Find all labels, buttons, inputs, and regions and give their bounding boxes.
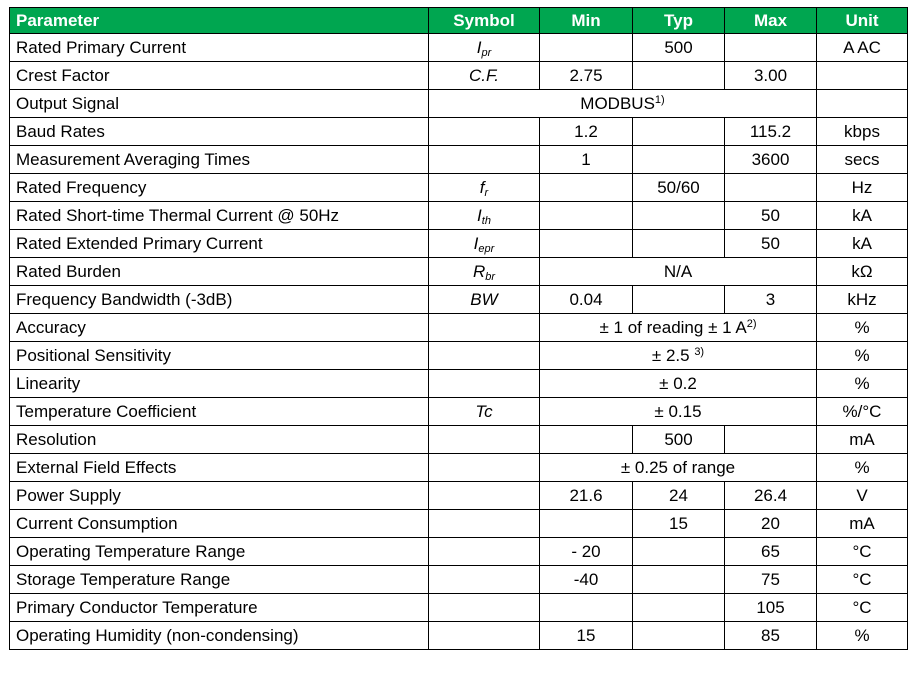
parameter-cell: Operating Humidity (non-condensing) — [10, 622, 429, 650]
table-row — [10, 426, 908, 454]
symbol-subscript: r — [484, 187, 489, 199]
parameter-cell: Operating Temperature Range — [10, 538, 429, 566]
table-row — [10, 314, 908, 342]
parameter-cell: Current Consumption — [10, 510, 429, 538]
table-row — [10, 398, 908, 426]
value-span-cell — [540, 314, 817, 342]
max-cell: 115.2 — [725, 118, 817, 146]
symbol-base: R — [472, 262, 486, 281]
symbol-cell — [429, 482, 540, 510]
symbol-subscript: pr — [481, 47, 492, 59]
parameter-cell: Primary Conductor Temperature — [10, 594, 429, 622]
header-min: Min — [540, 8, 633, 34]
table-row — [10, 454, 908, 482]
span-value: ± 1 of reading ± 1 A — [599, 318, 747, 337]
min-cell — [540, 34, 633, 62]
unit-cell: %/°C — [817, 398, 908, 426]
table-row — [10, 370, 908, 398]
unit-cell: mA — [817, 510, 908, 538]
symbol-cell — [429, 34, 540, 62]
unit-cell: A AC — [817, 34, 908, 62]
max-cell: 65 — [725, 538, 817, 566]
table-row — [10, 510, 908, 538]
symbol-cell — [429, 370, 540, 398]
min-cell: 2.75 — [540, 62, 633, 90]
max-cell: 3 — [725, 286, 817, 314]
parameter-cell: Rated Frequency — [10, 174, 429, 202]
parameter-cell: Rated Primary Current — [10, 34, 429, 62]
table-row — [10, 118, 908, 146]
unit-cell: kΩ — [817, 258, 908, 286]
footnote-ref: 1) — [654, 94, 665, 106]
unit-cell: % — [817, 314, 908, 342]
value-span-cell: ± 0.25 of range — [540, 454, 817, 482]
max-cell: 50 — [725, 230, 817, 258]
typ-cell: 15 — [633, 510, 725, 538]
unit-cell: °C — [817, 538, 908, 566]
table-row — [10, 90, 908, 118]
symbol-cell — [429, 146, 540, 174]
unit-cell: mA — [817, 426, 908, 454]
min-cell: 0.04 — [540, 286, 633, 314]
symbol-cell — [429, 258, 540, 286]
symbol-cell — [429, 118, 540, 146]
parameter-cell: Crest Factor — [10, 62, 429, 90]
unit-cell: % — [817, 454, 908, 482]
header-typ: Typ — [633, 8, 725, 34]
value-span-cell — [429, 90, 817, 118]
symbol-cell — [429, 230, 540, 258]
spec-table — [9, 7, 908, 650]
unit-cell: % — [817, 342, 908, 370]
unit-cell — [817, 62, 908, 90]
header-parameter: Parameter — [10, 8, 429, 34]
typ-cell — [633, 62, 725, 90]
value-span-cell: ± 0.15 — [540, 398, 817, 426]
table-row — [10, 482, 908, 510]
parameter-cell: Rated Extended Primary Current — [10, 230, 429, 258]
unit-cell: secs — [817, 146, 908, 174]
unit-cell: V — [817, 482, 908, 510]
max-cell: 26.4 — [725, 482, 817, 510]
header-max: Max — [725, 8, 817, 34]
symbol-subscript: br — [485, 271, 496, 283]
unit-cell: kA — [817, 230, 908, 258]
symbol-cell — [429, 622, 540, 650]
unit-cell: % — [817, 370, 908, 398]
span-value: ± 2.5 — [651, 346, 695, 365]
unit-cell: kHz — [817, 286, 908, 314]
table-row — [10, 622, 908, 650]
table-row — [10, 286, 908, 314]
header-symbol: Symbol — [429, 8, 540, 34]
max-cell — [725, 426, 817, 454]
typ-cell — [633, 566, 725, 594]
parameter-cell: Positional Sensitivity — [10, 342, 429, 370]
parameter-cell: Rated Short-time Thermal Current @ 50Hz — [10, 202, 429, 230]
symbol-subscript: epr — [478, 243, 495, 255]
symbol-cell — [429, 342, 540, 370]
table-row — [10, 202, 908, 230]
table-row — [10, 146, 908, 174]
symbol-base: C.F. — [469, 66, 499, 85]
parameter-cell: Resolution — [10, 426, 429, 454]
typ-cell: 24 — [633, 482, 725, 510]
min-cell — [540, 594, 633, 622]
min-cell: 1 — [540, 146, 633, 174]
max-cell: 3600 — [725, 146, 817, 174]
symbol-cell — [429, 566, 540, 594]
parameter-cell: Frequency Bandwidth (-3dB) — [10, 286, 429, 314]
header-row — [10, 8, 908, 34]
max-cell: 3.00 — [725, 62, 817, 90]
typ-cell — [633, 538, 725, 566]
table-row — [10, 62, 908, 90]
unit-cell: % — [817, 622, 908, 650]
symbol-cell — [429, 314, 540, 342]
typ-cell — [633, 202, 725, 230]
unit-cell: °C — [817, 594, 908, 622]
symbol-cell — [429, 202, 540, 230]
symbol-cell — [429, 426, 540, 454]
unit-cell: kbps — [817, 118, 908, 146]
parameter-cell: Linearity — [10, 370, 429, 398]
typ-cell — [633, 622, 725, 650]
typ-cell — [633, 118, 725, 146]
parameter-cell: Measurement Averaging Times — [10, 146, 429, 174]
typ-cell — [633, 146, 725, 174]
min-cell: -40 — [540, 566, 633, 594]
typ-cell — [633, 230, 725, 258]
parameter-cell: Power Supply — [10, 482, 429, 510]
symbol-base: BW — [470, 290, 498, 309]
min-cell — [540, 230, 633, 258]
min-cell — [540, 426, 633, 454]
table-row — [10, 34, 908, 62]
value-span-cell: N/A — [540, 258, 817, 286]
parameter-cell: External Field Effects — [10, 454, 429, 482]
span-value: MODBUS — [580, 94, 655, 113]
header-unit: Unit — [817, 8, 908, 34]
table-row — [10, 230, 908, 258]
typ-cell: 500 — [633, 34, 725, 62]
symbol-base: I — [477, 206, 482, 225]
max-cell: 75 — [725, 566, 817, 594]
min-cell: 1.2 — [540, 118, 633, 146]
max-cell: 85 — [725, 622, 817, 650]
parameter-cell: Output Signal — [10, 90, 429, 118]
table-row — [10, 258, 908, 286]
min-cell — [540, 510, 633, 538]
table-row — [10, 538, 908, 566]
min-cell: 21.6 — [540, 482, 633, 510]
symbol-cell — [429, 454, 540, 482]
parameter-cell: Storage Temperature Range — [10, 566, 429, 594]
symbol-subscript: th — [481, 215, 491, 227]
max-cell — [725, 174, 817, 202]
unit-cell: Hz — [817, 174, 908, 202]
table-row — [10, 174, 908, 202]
min-cell — [540, 174, 633, 202]
parameter-cell: Temperature Coefficient — [10, 398, 429, 426]
typ-cell: 50/60 — [633, 174, 725, 202]
table-row — [10, 342, 908, 370]
parameter-cell: Accuracy — [10, 314, 429, 342]
max-cell — [725, 34, 817, 62]
unit-cell: °C — [817, 566, 908, 594]
min-cell: - 20 — [540, 538, 633, 566]
unit-cell: kA — [817, 202, 908, 230]
typ-cell — [633, 286, 725, 314]
value-span-cell — [540, 342, 817, 370]
footnote-ref: 3) — [694, 346, 705, 358]
symbol-base: Tc — [475, 402, 493, 421]
max-cell: 105 — [725, 594, 817, 622]
symbol-cell — [429, 538, 540, 566]
footnote-ref: 2) — [746, 318, 757, 330]
table-row — [10, 566, 908, 594]
symbol-base: I — [473, 234, 479, 253]
symbol-cell — [429, 510, 540, 538]
symbol-base: I — [476, 38, 482, 57]
symbol-base: f — [479, 178, 485, 197]
symbol-cell — [429, 594, 540, 622]
parameter-cell: Rated Burden — [10, 258, 429, 286]
max-cell: 20 — [725, 510, 817, 538]
typ-cell — [633, 594, 725, 622]
table-row — [10, 594, 908, 622]
min-cell — [540, 202, 633, 230]
value-span-cell: ± 0.2 — [540, 370, 817, 398]
min-cell: 15 — [540, 622, 633, 650]
symbol-cell — [429, 398, 540, 426]
symbol-cell — [429, 62, 540, 90]
parameter-cell: Baud Rates — [10, 118, 429, 146]
unit-cell — [817, 90, 908, 118]
symbol-cell — [429, 174, 540, 202]
typ-cell: 500 — [633, 426, 725, 454]
max-cell: 50 — [725, 202, 817, 230]
symbol-cell — [429, 286, 540, 314]
